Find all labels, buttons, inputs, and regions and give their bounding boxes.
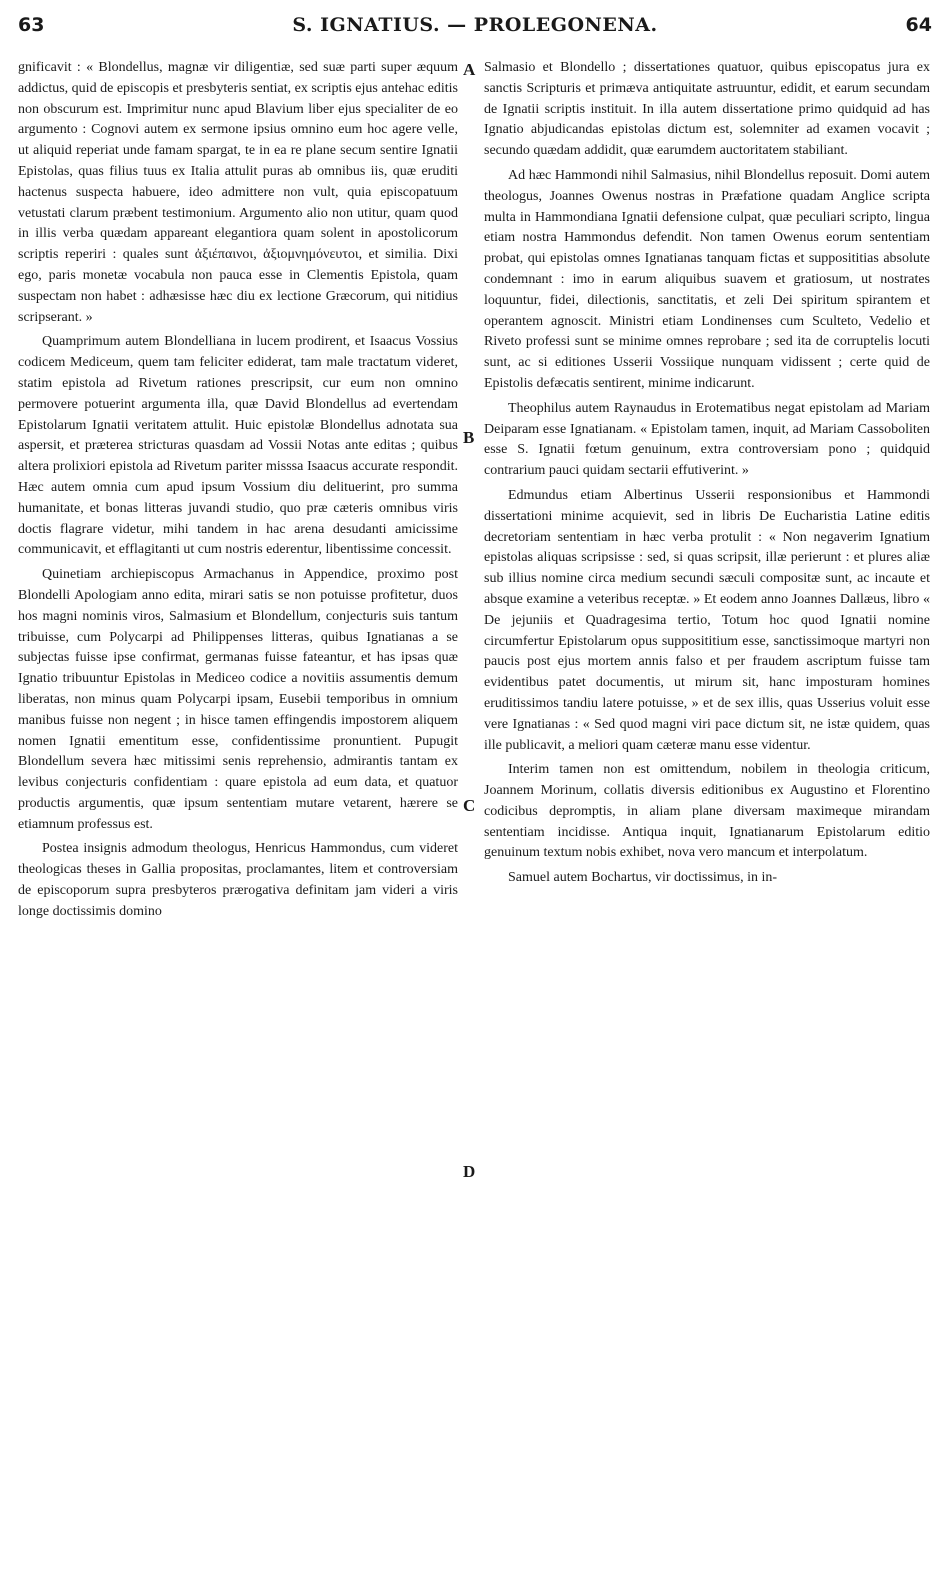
margin-letter-d: D: [463, 1162, 476, 1181]
margin-letter-b: B: [463, 428, 475, 447]
paragraph: Salmasio et Blondello ; dissertationes quatuor, quibus episcopatus jura ex sanctis Scripturis et primæva antiquitate astruuntur, edidit, et earum secundam de Ignatii scriptis instituit. In illa autem dissertatione primo quidquid ad has Ignatio abjudicandas epistolas dictum est, solemniter ad examen vocavit ; secundo quædam addidit, quæ earumdem auctoritatem stabiliant.: [484, 60, 930, 159]
page-number-left: 63: [18, 14, 45, 36]
paragraph: Samuel autem Bochartus, vir doctissimus, in in-: [508, 870, 778, 886]
paragraph: gnificavit : « Blondellus, magnæ vir diligentiæ, sed suæ parti super æquum addictus, quid de episcopis et presbyteris sentiat, ex scriptis ejus antehac editis non obscurum est. Imprimitur nunc apud Blavium liber ejus specialiter de eo argumento : Cognovi autem ex sermone ipsius omnino eum hoc agere velle, ut aliquid reperiat unde famam spargat, te in ea re plane secum sentire Ignatii Epistolas, quas filius tuus ex Italia attulit puras ab omnibus iis, quæ eruditi hactenus suspecta habuere, ideo admittere non vult, quia episcopatuum vetustati clarum præbent testimonium. Argumento alio non utitur, quam quod in illis verba quædam appareant elegantiora quam solent in apostolicorum scriptis reperiri : quales sunt ἀξιέπαινοι, ἀξιομνημόνευτοι, et similia. Dixi ego, paris monetæ vocabula non pauca esse in Clementis Epistola, quam suspectam non habet : adhæsisse hæc diu ex lectione Græcorum, qui nitidius scripserant. »: [18, 60, 458, 325]
paragraph: Ad hæc Hammondi nihil Salmasius, nihil Blondellus reposuit. Domi autem theologus, Joannes Owenus nostras in Præfatione quadam Anglice scripta multa in Hammondiana Ignatii defensione culpat, quæ peculiari scripto, lingua etiam nostra Hammondus defendit. Non tamen Owenus eorum sententiam probat, qui epistolas omnes Ignatianas tanquam fictas et supposititias absolute condemnant : imo in earum aliquibus suavem et gratiosum, ut nostrates loquuntur, fidei, dilectionis, sanctitatis, et zeli Dei spiritum spirantem et operantem agnoscit. Ministri etiam Londinenses cum Sculteto, Vedelio et Riveto professi sunt se minime omnes reprobare ; sed ita de corruptelis locuti sunt, ac si editiones Usserii Vossiique nunquam vidissent ; certe quid de Epistolis defæcatis sentirent, minime indicarunt.: [484, 167, 930, 391]
right-column: [484, 58, 930, 889]
margin-letter-a: A: [463, 60, 476, 79]
page-number-right: 64: [905, 14, 932, 36]
paragraph: Quinetiam archiepiscopus Armachanus in Appendice, proximo post Blondelli Apologiam anno edita, mirari satis se non potuisse profitetur, duos hos magni nominis viros, Salmasium et Blondellum, conjecturis suis tantum tribuisse, cum Polycarpi ad Philippenses litteras, quibus Ignatianas a se subjectas fuisse ipse confirmat, germanas fuisse fateantur, et has ipsas quæ Ignatio tribuuntur Epistolas in Mediceo codice a novitiis assumentis demum liberatas, non minus quam Polycarpi ipsam, Eusebii temporibus in omnium manibus fuisse non negent ; in hisce tamen effingendis impostorem aliquem nomen Ignatii ementitum esse, confidentissime pronuntient. Pupugit Blondellum severa hæc mitissimi senis reprehensio, admirantis tantam ex levibus conjecturis confidentiam : quare epistola ad eum data, et quatuor productis argumentis, quæ ipsum sententiam mutare vetarent, hærere se etiamnum professus est.: [18, 567, 458, 832]
running-title: S. IGNATIUS. — PROLEGONENA.: [292, 14, 658, 36]
paragraph: Interim tamen non est omittendum, nobilem in theologia criticum, Joannem Morinum, collatis diversis editionibus ex Augustino et Florentino codicibus depromptis, in aliam plane diversam maximeque mirandam sententiam incidisse. Antiqua inquit, Ignatianarum Epistolarum editio genuinum textum nobis exhibet, nova vero mancum et interpolatum.: [484, 762, 930, 861]
page-header: [10, 14, 940, 54]
left-column: [18, 58, 458, 923]
paragraph: Quamprimum autem Blondelliana in lucem prodirent, et Isaacus Vossius codicem Mediceum, quem tam feliciter ediderat, tam male tractatum videret, statim epistola ad Rivetum rationes prescripsit, cur eum non omnino permovere potuerint argumenta illa, quæ David Blondellus ad evertendam Epistolarum Ignatii veritatem attulit. Huic epistolæ Blondellus adnotata sua aspersit, et præterea stricturas quasdam ad Vossii Notas ante editas ; quibus altera prolixiori epistola ad Rivetum pariter misssa Isaacus accurate respondit. Hæc autem omnia cum apud ipsum Vossium diu delituerint, pro summa humanitate, et bonas litteras juvandi studio, quo præ cæteris omnibus viris doctis flagrare videtur, mihi tandem in hac arena desudanti amicissime communicavit, et efflagitanti ut cum nostris ederentur, libentissime concessit.: [18, 334, 458, 558]
paragraph: Edmundus etiam Albertinus Usserii responsionibus et Hammondi dissertationi minime acquievit, sed in libris De Eucharistia Latine editis decretoriam sententiam in hæc verba protulit : « Non negaverim Ignatium epistolas aliquas scripsisse : sed, si quas scripsit, illæ perierunt : et plures aliæ sub illius nomine circa medium secundi sæculi compositæ sunt, ac incaute et absque examine a veteribus receptæ. » Et eodem anno Joannes Dallæus, libro « De jejuniis et Quadragesima tertio, Totum hoc quod Ignatii nomine circumfertur Epistolarum opus supposititium esse, sanctissimoque martyri non paucis post ejus mortem annis falso et per fraudem ascriptum fuisse tam evidentibus patet documentis, ut mirum sit, hanc imposturam homines eruditissimos tandiu latere potuisse, » et de sex illis, quas Usserius voluit esse vere Ignatianas : « Sed quod magni viri pace dictum sit, ne istæ quidem, quas ille publicavit, a meliori quam cæteræ manu esse videntur.: [484, 487, 930, 753]
margin-letter-c: C: [463, 796, 476, 815]
paragraph: Theophilus autem Raynaudus in Erotematibus negat epistolam ad Mariam Deiparam esse Ignatianam. « Epistolam tamen, inquit, ad Mariam Cassoboliten esse S. Ignatii fœtum genuinum, extra controversiam pono ; quidquid contrarium pauci quidam sectarii effutiverint. »: [484, 400, 930, 479]
paragraph: Postea insignis admodum theologus, Henricus Hammondus, cum videret theologicas theses in Gallia propositas, proclamantes, litem et controversiam de episcoporum supra presbyteros prærogativa definitam jam videri a viris longe doctissimis domino: [18, 841, 458, 919]
